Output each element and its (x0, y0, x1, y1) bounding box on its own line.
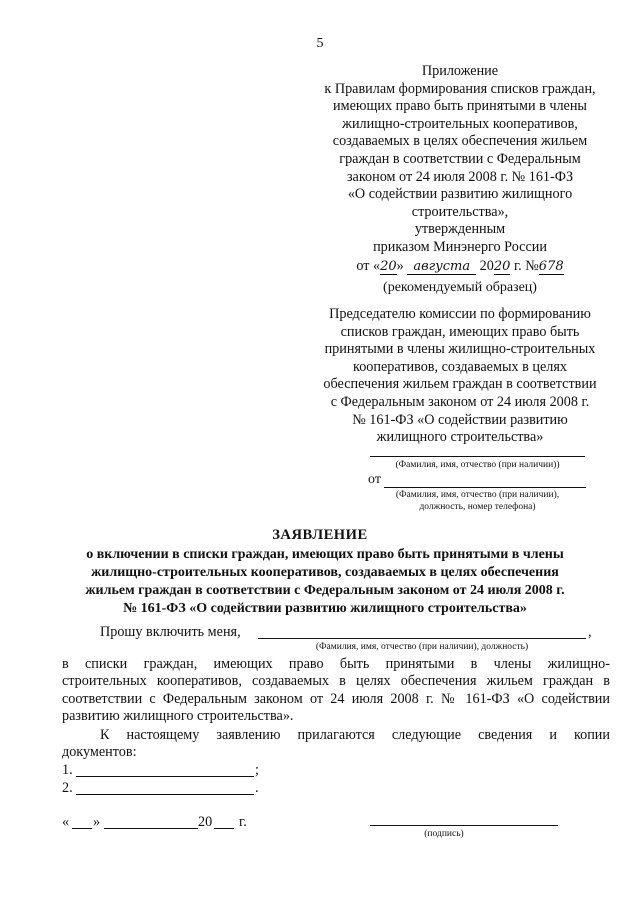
addressee-line: жилищного строительства» (376, 429, 544, 446)
signature-caption: (подпись) (424, 829, 464, 839)
date-year-prefix: 20 (198, 814, 213, 830)
appendix-line: жилищно-строительных кооперативов, (342, 115, 578, 132)
from-label: от (368, 472, 381, 487)
attachment-item-1-number: 1. (62, 762, 73, 778)
applicant-caption: (Фамилия, имя, отчество (при наличии), должность, номер телефона) (395, 490, 560, 512)
appendix-line: к Правилам формирования списков граждан, (324, 80, 596, 97)
appendix-block (300, 63, 620, 275)
addressee-line: Председателю комиссии по формированию (329, 306, 591, 322)
request-prefix: Прошу включить меня, (100, 624, 241, 640)
appendix-line: граждан в соответствии с Федеральным (339, 150, 581, 167)
date-month-field[interactable] (104, 828, 198, 829)
recommended-sample-note: (рекомендуемый образец) (383, 280, 537, 295)
request-body: в списки граждан, имеющих право быть принятыми в члены жилищно- строительных кооперативов, создаваемых в целях обеспечения жильем граждан в соответствии с Федеральным законом от 24 июля 2008 г. № 161-ФЗ «О содействии развитию жилищного строительства». (62, 656, 610, 725)
page-number: 5 (316, 36, 324, 51)
document-title: ЗАЯВЛЕНИЕ (272, 527, 368, 543)
request-name-field[interactable] (258, 638, 586, 639)
date-open-quote: « (62, 814, 70, 830)
appendix-line: имеющих право быть принятыми в члены (333, 98, 587, 115)
date-close-quote: » (93, 814, 101, 830)
addressee-line: списков граждан, имеющих право быть (340, 323, 580, 340)
appendix-line: строительства», (411, 203, 509, 220)
addressee-line: № 161-ФЗ «О содействии развитию (352, 411, 568, 428)
attachment-item-1-end: ; (255, 762, 259, 778)
appendix-line: утвержденным (414, 221, 506, 238)
date-year-suffix: г. (239, 814, 247, 830)
addressee-line: кооперативов, создаваемых в целях (353, 358, 567, 375)
date-day-field[interactable] (72, 828, 92, 829)
request-comma: , (588, 624, 592, 640)
applicant-field[interactable] (384, 487, 586, 488)
approval-number: 678 (538, 258, 564, 274)
appendix-line: законом от 24 июля 2008 г. № 161-ФЗ (346, 168, 574, 185)
addressee-line: обеспечения жильем граждан в соответствии (323, 376, 597, 393)
approval-month: августа (407, 259, 476, 275)
signature-field[interactable] (370, 825, 558, 826)
attachments-intro: К настоящему заявлению прилагаются следующие сведения и копии документов: (62, 727, 610, 761)
appendix-line: приказом Минэнерго России (373, 238, 547, 255)
attachment-item-2-field[interactable] (76, 794, 254, 795)
approval-year: 20 (493, 258, 511, 274)
request-caption: (Фамилия, имя, отчество (при наличии), должность) (315, 642, 529, 652)
attachment-item-2-number: 2. (62, 780, 73, 796)
date-year-field[interactable] (214, 828, 234, 829)
attachment-item-2-end: . (255, 780, 259, 796)
chairman-name-field[interactable] (370, 456, 585, 457)
attachment-item-1-field[interactable] (76, 776, 254, 777)
appendix-line: Приложение (421, 63, 499, 79)
appendix-line: создаваемых в целях обеспечения жильем (332, 133, 588, 150)
approval-date-line: от «20» августа 2020 г. №678 (356, 257, 564, 274)
addressee-block (300, 306, 620, 447)
appendix-line: «О содействии развитию жилищного (347, 186, 573, 203)
chairman-name-caption: (Фамилия, имя, отчество (при наличии)) (395, 460, 560, 470)
addressee-line: принятыми в члены жилищно-строительных (324, 341, 596, 358)
document-subtitle: о включении в списки граждан, имеющих право быть принятыми в члены жилищно-строительных кооперативов, создаваемых в целях обеспечения жильем граждан в соответствии с Федеральным законом от 24 июля 2008 г. № 161-ФЗ «О содействии развитию жилищного строительства» (85, 547, 565, 616)
approval-day: 20 (380, 258, 397, 274)
addressee-line: с Федеральным законом от 24 июля 2008 г. (330, 393, 590, 410)
